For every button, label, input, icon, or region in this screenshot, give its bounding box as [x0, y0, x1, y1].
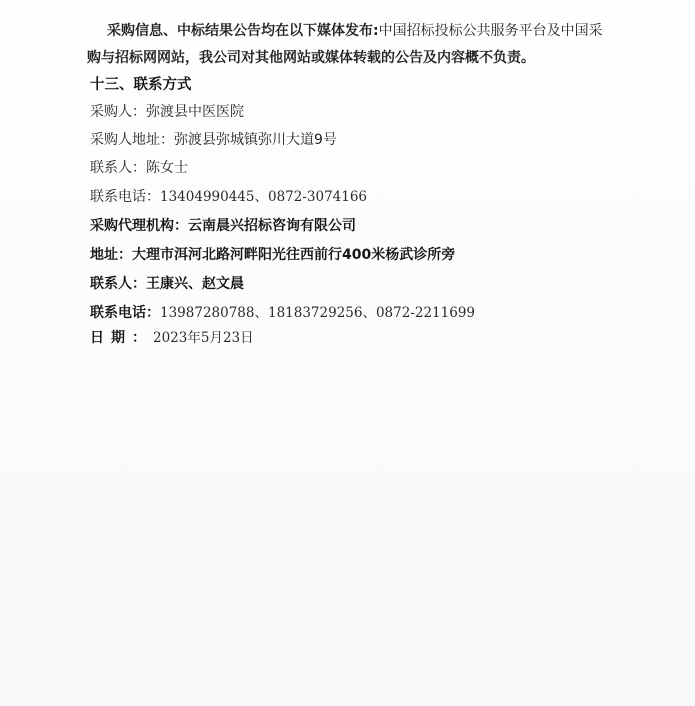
purchaser-phone-value: 13404990445、0872-3074166: [160, 189, 368, 205]
purchaser-name: [90, 103, 244, 121]
purchaser-name-label: 采购人：: [90, 104, 146, 120]
purchaser-phone-label: 联系电话：: [90, 189, 160, 205]
notice-line-2: [87, 49, 535, 67]
agency-contact: [90, 275, 244, 293]
purchaser-address: [90, 131, 337, 149]
agency-address-label: 地址：: [90, 247, 132, 263]
section-heading: 十三、联系方式: [90, 77, 192, 93]
notice-line-2-a: 购与招标网网站，: [87, 50, 199, 66]
agency-date-label: 日期：: [90, 330, 153, 346]
purchaser-phone: [90, 188, 367, 206]
agency-date: [90, 329, 254, 347]
agency-address-value: 大理市洱河北路河畔阳光往西前行400米杨武诊所旁: [132, 247, 456, 263]
agency-name: [90, 217, 356, 235]
purchaser-address-label: 采购人地址：: [90, 132, 174, 148]
agency-phone-label: 联系电话：: [90, 305, 160, 321]
agency-name-value: 云南晨兴招标咨询有限公司: [188, 218, 356, 234]
agency-phone: [90, 304, 475, 322]
agency-date-value: 2023年5月23日: [153, 330, 254, 346]
notice-line-1-bold: 采购信息、中标结果公告均在以下媒体发布:: [107, 23, 379, 39]
purchaser-contact-label: 联系人：: [90, 160, 146, 176]
notice-line-1: [107, 22, 603, 40]
agency-phone-value: 13987280788、18183729256、0872-2211699: [160, 305, 476, 321]
purchaser-contact-value: 陈女士: [146, 160, 188, 176]
purchaser-name-value: 弥渡县中医医院: [146, 104, 244, 120]
agency-contact-label: 联系人：: [90, 276, 146, 292]
agency-contact-value: 王康兴、赵文晨: [146, 276, 244, 292]
agency-name-label: 采购代理机构：: [90, 218, 188, 234]
agency-address: [90, 246, 455, 264]
notice-line-1-tail: 中国招标投标公共服务平台及中国采: [378, 23, 603, 39]
notice-line-2-b: 我公司对其他网站或媒体转载的公告及内容概不负责。: [199, 50, 535, 66]
purchaser-address-value: 弥渡县弥城镇弥川大道9号: [174, 132, 337, 148]
purchaser-contact: [90, 159, 188, 177]
